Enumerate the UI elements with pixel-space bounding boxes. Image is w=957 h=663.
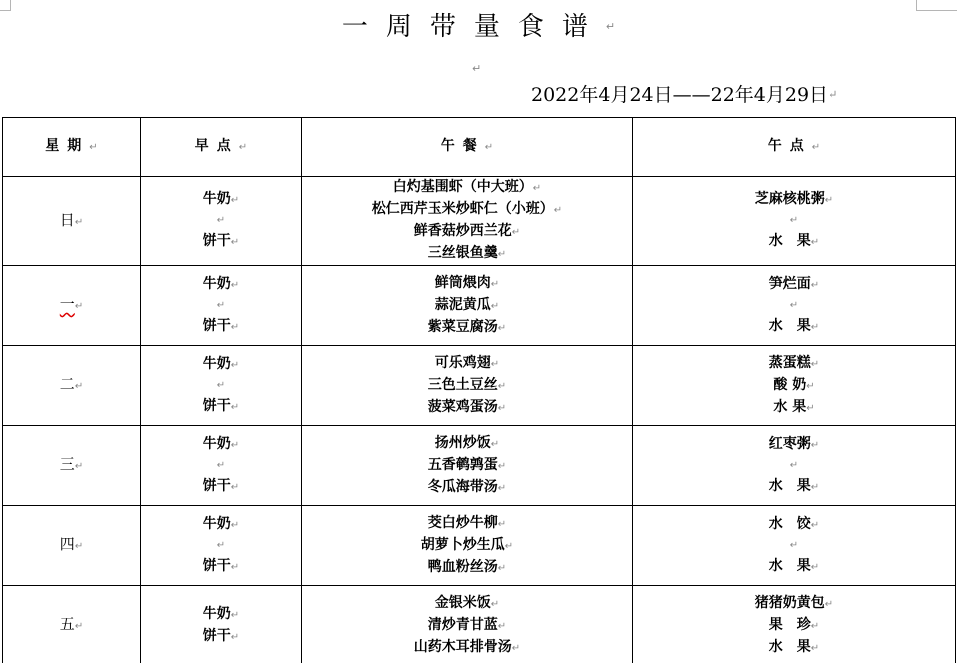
day-cell: 一↵ [3, 266, 141, 346]
lunch-item: 可乐鸡翅↵ [434, 354, 500, 371]
afternoon-item: 水 果↵ [768, 638, 820, 655]
day-cell: 五↵ [3, 586, 141, 663]
afternoon-item: 果 珍↵ [768, 616, 820, 633]
menu-table [2, 117, 956, 663]
lunch-item: 扬州炒饭↵ [434, 434, 500, 451]
lunch-item: 鲜香菇炒西兰花↵ [413, 223, 521, 239]
breakfast-item-text: 牛奶 [202, 605, 231, 622]
afternoon-item-text: 水 果 [773, 398, 807, 415]
afternoon-cell [633, 177, 956, 266]
lunch-item-text: 冬瓜海带汤 [427, 478, 498, 495]
menu-table-body [3, 177, 956, 663]
header-lunch: 午餐↵ [302, 118, 633, 177]
table-row [3, 177, 956, 266]
afternoon-cell [633, 426, 956, 506]
header-breakfast: 早点↵ [141, 118, 302, 177]
lunch-item-text: 紫菜豆腐汤 [427, 318, 498, 335]
lunch-cell [302, 346, 633, 426]
paragraph-mark-icon: ↵ [216, 459, 226, 471]
lunch-cell [302, 177, 633, 266]
table-row [3, 426, 956, 506]
lunch-cell [302, 586, 633, 663]
breakfast-item-text: 饼干 [202, 233, 231, 249]
afternoon-item-text: 水 果 [768, 477, 811, 494]
lunch-cell [302, 506, 633, 586]
breakfast-item: 饼干↵ [202, 233, 240, 249]
afternoon-item: 水 果↵ [768, 233, 820, 249]
lunch-item: 蒜泥黄瓜↵ [434, 296, 500, 313]
lunch-item-text: 山药木耳排骨汤 [413, 638, 512, 655]
paragraph-mark-icon: ↵ [789, 299, 799, 311]
breakfast-item-text: 饼干 [202, 627, 231, 644]
day-cell: 日↵ [3, 177, 141, 266]
afternoon-item: 芝麻核桃粥↵ [754, 191, 834, 207]
breakfast-item: 饼干↵ [202, 317, 240, 334]
afternoon-item: 酸 奶↵ [773, 376, 815, 393]
table-row [3, 586, 956, 663]
header-afternoon: 午点↵ [633, 118, 956, 177]
afternoon-item-text: 芝麻核桃粥 [754, 191, 825, 207]
breakfast-item-text: 牛奶 [202, 435, 231, 452]
afternoon-item-text: 果 珍 [768, 616, 811, 633]
afternoon-item: 猪猪奶黄包↵ [754, 594, 834, 611]
paragraph-mark-icon: ↵ [472, 62, 482, 75]
paragraph-mark-icon: ↵ [789, 459, 799, 471]
breakfast-item: 牛奶↵ [202, 355, 240, 372]
paragraph-mark-icon: ↵ [605, 20, 616, 33]
breakfast-item: 牛奶↵ [202, 515, 240, 532]
breakfast-item: 牛奶↵ [202, 605, 240, 622]
afternoon-item: 红枣粥↵ [768, 435, 820, 452]
afternoon-item-text: 水 果 [768, 557, 811, 574]
afternoon-item: 水 果↵ [768, 317, 820, 334]
breakfast-item-text: 饼干 [202, 317, 231, 334]
lunch-item: 金银米饭↵ [434, 594, 500, 611]
date-range-text: 2022年4月24日——22年4月29日 [531, 84, 829, 106]
afternoon-item-text: 猪猪奶黄包 [754, 594, 825, 611]
breakfast-item: 牛奶↵ [202, 435, 240, 452]
breakfast-item: 饼干↵ [202, 627, 240, 644]
title-text: 一周带量食谱 [341, 12, 606, 42]
breakfast-item-text: 饼干 [202, 397, 231, 414]
lunch-item-text: 胡萝卜炒生瓜 [420, 536, 505, 553]
day-label: 三 [59, 455, 75, 473]
afternoon-item: 水 果↵ [773, 398, 815, 415]
lunch-item: 鸭血粉丝汤↵ [427, 558, 507, 575]
breakfast-item-text: 牛奶 [202, 355, 231, 372]
breakfast-cell [141, 346, 302, 426]
breakfast-item: 饼干↵ [202, 557, 240, 574]
breakfast-item-text: 牛奶 [202, 275, 231, 292]
afternoon-item: 笋烂面↵ [768, 275, 820, 292]
lunch-item-text: 鲜香菇炒西兰花 [413, 223, 512, 239]
lunch-item-text: 茭白炒牛柳 [427, 514, 498, 531]
lunch-cell [302, 266, 633, 346]
lunch-item: 菠菜鸡蛋汤↵ [427, 398, 507, 415]
afternoon-item-text: 笋烂面 [768, 275, 811, 292]
afternoon-item-text: 水 果 [768, 638, 811, 655]
day-label: 五 [59, 615, 75, 633]
afternoon-item-text: 水 果 [768, 233, 811, 249]
lunch-item: 茭白炒牛柳↵ [427, 514, 507, 531]
lunch-item: 白灼基围虾（中大班）↵ [392, 179, 542, 195]
lunch-item-text: 金银米饭 [434, 594, 491, 611]
lunch-item-text: 清炒青甘蓝 [427, 616, 498, 633]
lunch-item: 冬瓜海带汤↵ [427, 478, 507, 495]
lunch-item: 胡萝卜炒生瓜↵ [420, 536, 514, 553]
paragraph-mark-icon: ↵ [216, 299, 226, 311]
afternoon-cell [633, 586, 956, 663]
lunch-item: 清炒青甘蓝↵ [427, 616, 507, 633]
lunch-item-text: 扬州炒饭 [434, 434, 491, 451]
lunch-item-text: 五香鹌鹑蛋 [427, 456, 498, 473]
date-range [531, 82, 837, 108]
header-afternoon-label: 午点 [767, 138, 812, 154]
breakfast-item-text: 饼干 [202, 477, 231, 494]
paragraph-mark-icon: ↵ [216, 215, 226, 226]
lunch-item: 紫菜豆腐汤↵ [427, 318, 507, 335]
breakfast-item: 牛奶↵ [202, 191, 240, 207]
afternoon-item-text: 蒸蛋糕 [768, 354, 811, 371]
lunch-item: 山药木耳排骨汤↵ [413, 638, 521, 655]
day-label: 四 [59, 535, 75, 553]
afternoon-cell [633, 506, 956, 586]
table-row [3, 506, 956, 586]
table-header-row [3, 118, 956, 177]
day-label: 一 [59, 295, 75, 313]
lunch-item-text: 菠菜鸡蛋汤 [427, 398, 498, 415]
afternoon-item: 蒸蛋糕↵ [768, 354, 820, 371]
afternoon-item: 水 果↵ [768, 477, 820, 494]
header-day: 星期↵ [3, 118, 141, 177]
breakfast-cell [141, 426, 302, 506]
day-cell: 二↵ [3, 346, 141, 426]
paragraph-mark-icon: ↵ [216, 379, 226, 391]
header-lunch-label: 午餐 [440, 138, 485, 154]
breakfast-cell [141, 177, 302, 266]
breakfast-item-text: 饼干 [202, 557, 231, 574]
paragraph-mark-icon: ↵ [789, 539, 799, 551]
day-cell: 三↵ [3, 426, 141, 506]
lunch-item-text: 白灼基围虾（中大班） [392, 179, 533, 195]
breakfast-item-text: 牛奶 [202, 191, 231, 207]
lunch-item-text: 鸭血粉丝汤 [427, 558, 498, 575]
table-row [3, 346, 956, 426]
page-title [0, 10, 957, 44]
afternoon-item: 水 饺↵ [768, 515, 820, 532]
paragraph-mark-icon: ↵ [216, 539, 226, 551]
breakfast-item: 饼干↵ [202, 477, 240, 494]
lunch-item-text: 蒜泥黄瓜 [434, 296, 491, 313]
breakfast-item-text: 牛奶 [202, 515, 231, 532]
day-label: 二 [59, 375, 75, 393]
breakfast-cell [141, 266, 302, 346]
header-day-label: 星期 [45, 138, 90, 154]
day-cell: 四↵ [3, 506, 141, 586]
lunch-item: 五香鹌鹑蛋↵ [427, 456, 507, 473]
lunch-item-text: 鲜筒煨肉 [434, 274, 491, 291]
lunch-item-text: 三色土豆丝 [427, 376, 498, 393]
lunch-item: 松仁西芹玉米炒虾仁（小班）↵ [371, 201, 563, 217]
day-label: 日 [59, 210, 75, 229]
lunch-cell [302, 426, 633, 506]
breakfast-cell [141, 586, 302, 663]
breakfast-cell [141, 506, 302, 586]
lunch-item: 三丝银鱼羹↵ [427, 245, 507, 261]
header-breakfast-label: 早点 [194, 138, 239, 154]
paragraph-mark-icon: ↵ [789, 215, 799, 226]
paragraph-mark-icon: ↵ [828, 88, 838, 101]
lunch-item: 三色土豆丝↵ [427, 376, 507, 393]
afternoon-item-text: 水 饺 [768, 515, 811, 532]
table-row [3, 266, 956, 346]
afternoon-cell [633, 266, 956, 346]
afternoon-item-text: 酸 奶 [773, 376, 807, 393]
afternoon-item: 水 果↵ [768, 557, 820, 574]
afternoon-item-text: 水 果 [768, 317, 811, 334]
afternoon-cell [633, 346, 956, 426]
lunch-item-text: 三丝银鱼羹 [427, 245, 498, 261]
breakfast-item: 饼干↵ [202, 397, 240, 414]
lunch-item: 鲜筒煨肉↵ [434, 274, 500, 291]
lunch-item-text: 松仁西芹玉米炒虾仁（小班） [371, 201, 554, 217]
breakfast-item: 牛奶↵ [202, 275, 240, 292]
lunch-item-text: 可乐鸡翅 [434, 354, 491, 371]
afternoon-item-text: 红枣粥 [768, 435, 811, 452]
